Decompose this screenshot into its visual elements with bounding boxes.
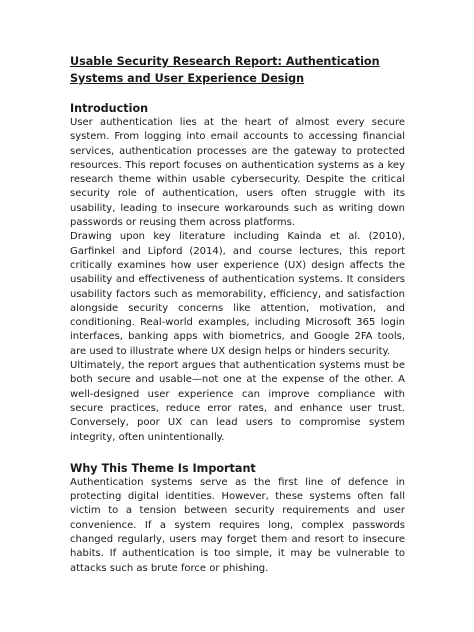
paragraph: Drawing upon key literature including Kainda et al. (2010), Garfinkel and Lipford (2014), and course lectures, this report critically examines how user experience (UX) design affects the usability and effectiveness of authentication systems. It considers usability factors such as memorability, efficiency, and satisfaction alongside security concerns like attention, motivation, and conditioning. Real-world examples, including Microsoft 365 login interfaces, banking apps with biometrics, and Google 2FA tools, are used to illustrate where UX design helps or hinders security. <box>70 231 405 357</box>
document-title: Usable Security Research Report: Authentication Systems and User Experience Design <box>70 55 380 85</box>
section-heading-introduction: Introduction <box>70 102 149 115</box>
paragraph: User authentication lies at the heart of almost every secure system. From logging into email accounts to accessing financial services, authentication processes are the gateway to protected resources. This report focuses on authentication systems as a key research theme within usable cybersecurity. Despite the critical security role of authentication, users often struggle with its usability, leading to insecure workarounds such as writing down passwords or reusing them across platforms. <box>70 117 405 229</box>
document-content <box>70 53 405 576</box>
paragraph: Ultimately, the report argues that authentication systems must be both secure and usable—not one at the expense of the other. A well-designed user experience can improve compliance with secure practices, reduce error rates, and enhance user trust. Conversely, poor UX can lead users to compromise system integrity, often unintentionally. <box>70 360 405 443</box>
paragraph: Authentication systems serve as the first line of defence in protecting digital identities. However, these systems often fall victim to a tension between security requirements and user convenience. If a system requires long, complex passwords changed regularly, users may forget them and resort to insecure habits. If authentication is too simple, it may be vulnerable to attacks such as brute force or phishing. <box>70 476 405 574</box>
section-heading-why-important: Why This Theme Is Important <box>70 461 256 475</box>
